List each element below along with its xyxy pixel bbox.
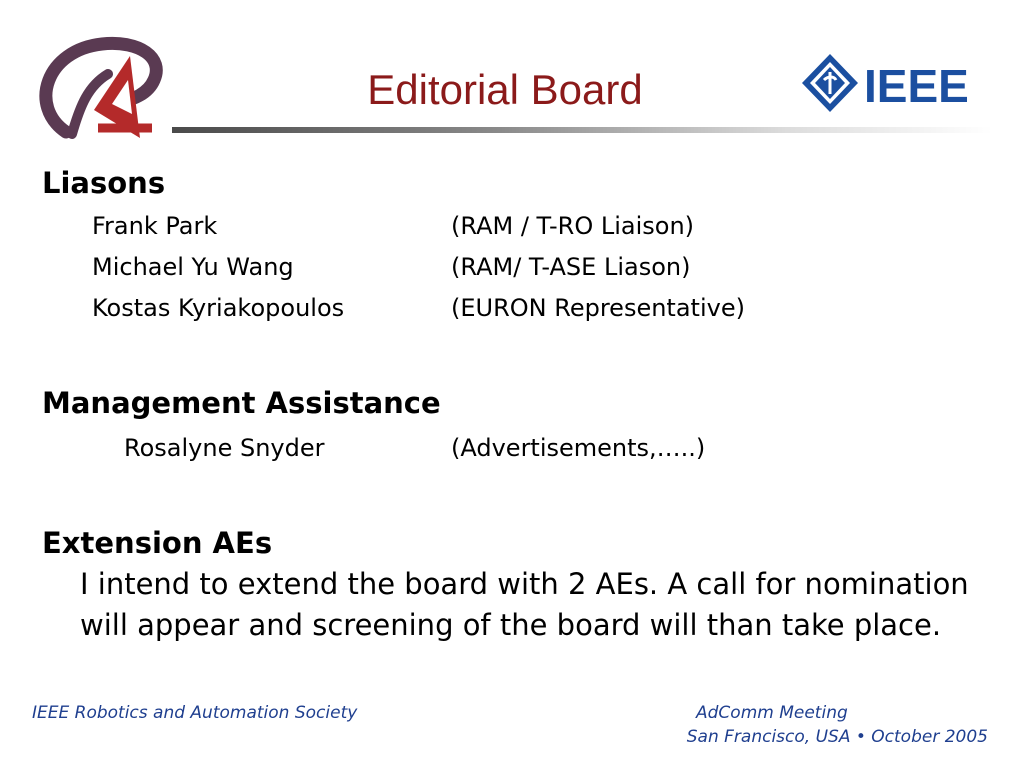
management-role: (Advertisements,…..) <box>451 434 706 462</box>
extension-heading: Extension AEs <box>42 526 273 560</box>
management-name: Rosalyne Snyder <box>124 434 325 462</box>
ieee-logo-text: IEEE <box>864 60 969 112</box>
liaison-name: Michael Yu Wang <box>92 253 294 281</box>
footer-location-date: San Francisco, USA • October 2005 <box>686 727 988 747</box>
liaison-name: Kostas Kyriakopoulos <box>92 294 345 322</box>
ra-society-logo <box>36 36 168 148</box>
liaison-role: (EURON Representative) <box>451 294 745 322</box>
slide-title: Editorial Board <box>367 66 643 113</box>
ieee-diamond-icon <box>802 54 858 112</box>
management-heading: Management Assistance <box>42 386 441 420</box>
extension-body: I intend to extend the board with 2 AEs. A call for nomination will appear and screening of the board will than take place. <box>80 567 969 642</box>
liaison-role: (RAM / T-RO Liaison) <box>451 212 695 240</box>
footer-meeting: AdComm Meeting <box>696 703 848 723</box>
footer-society: IEEE Robotics and Automation Society <box>32 703 358 723</box>
title-divider <box>172 127 992 133</box>
liaison-name: Frank Park <box>92 212 218 240</box>
liaisons-heading: Liasons <box>42 166 166 200</box>
liaison-role: (RAM/ T-ASE Liason) <box>451 253 691 281</box>
ieee-logo <box>800 52 990 114</box>
